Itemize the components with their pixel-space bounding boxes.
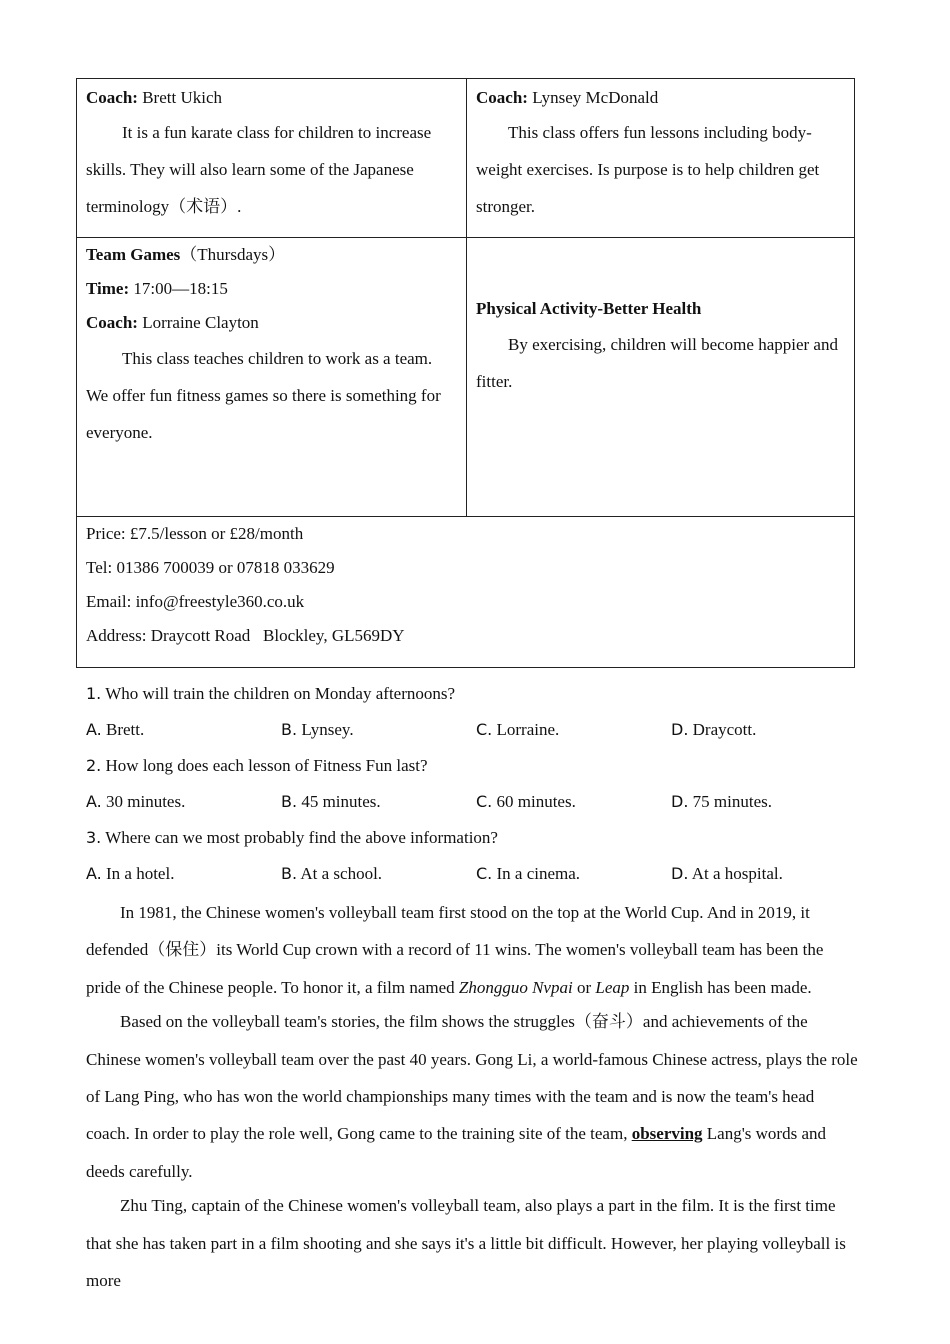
coach-label: Coach:	[86, 313, 138, 332]
underlined-keyword: observing	[631, 1124, 703, 1144]
email-line: Email: info@freestyle360.co.uk	[86, 592, 305, 611]
coach-name: Lynsey McDonald	[527, 88, 659, 107]
contact-cell	[77, 517, 855, 668]
time-value: 17:00—18:15	[129, 279, 228, 298]
option-c: C. 60 minutes.	[476, 792, 576, 811]
question-number: 2.	[86, 756, 102, 775]
option-c: C. In a cinema.	[476, 864, 581, 883]
question-number: 3.	[86, 828, 102, 847]
option-a: A. Brett.	[86, 720, 145, 739]
question-1	[86, 676, 866, 712]
time-label: Time:	[86, 279, 130, 298]
option-b: B. Lynsey.	[281, 720, 354, 739]
fitness-cell	[467, 79, 855, 238]
coach-label: Coach:	[86, 88, 138, 107]
passage-paragraph-1: In 1981, the Chinese women's volleyball team first stood on the top at the World Cup. And in 2019, it defended（保住）its World Cup crown with a record of 11 wins. The women's volleyball team has been the pride of the Chinese people. To honor it, a film named Zhongguo Nvpai or Leap in English has been made.	[86, 903, 824, 997]
team-games-title: Team Games	[86, 245, 181, 264]
karate-description: It is a fun karate class for children to increase skills. They will also learn some of the Japanese terminology（术语）.	[86, 123, 432, 216]
health-cell	[467, 238, 855, 517]
coach-name: Lorraine Clayton	[137, 313, 259, 332]
option-c: C. Lorraine.	[476, 720, 560, 739]
option-a: A. In a hotel.	[86, 864, 175, 883]
film-title-english: Leap	[595, 977, 630, 997]
question-text: How long does each lesson of Fitness Fun last?	[101, 756, 428, 775]
option-d: D. At a hospital.	[671, 864, 783, 883]
option-d: D. 75 minutes.	[671, 792, 772, 811]
team-games-day: （Thursdays）	[180, 245, 286, 264]
option-d: D. Draycott.	[671, 720, 757, 739]
question-2-options	[86, 784, 866, 820]
fitness-description: This class offers fun lessons including body-weight exercises. Is purpose is to help children get stronger.	[476, 123, 820, 216]
karate-cell	[77, 79, 467, 238]
health-title: Physical Activity-Better Health	[476, 299, 702, 318]
passage-paragraph-3: Zhu Ting, captain of the Chinese women's volleyball team, also plays a part in the film. It is the first time that she has taken part in a film shooting and she says it's a little bit difficult. However, her playing volleyball is more	[86, 1196, 846, 1291]
option-b: B. 45 minutes.	[281, 792, 381, 811]
price-line: Price: £7.5/lesson or £28/month	[86, 524, 304, 543]
address-line: Address: Draycott Road Blockley, GL569DY	[86, 626, 405, 645]
option-b: B. At a school.	[281, 864, 383, 883]
question-text: Who will train the children on Monday afternoons?	[101, 684, 456, 703]
class-info-table	[76, 78, 855, 668]
team-games-description: This class teaches children to work as a team. We offer fun fitness games so there is something for everyone.	[86, 349, 441, 442]
question-text: Where can we most probably find the above information?	[101, 828, 498, 847]
reading-passage	[86, 894, 858, 1299]
coach-label: Coach:	[476, 88, 528, 107]
team-games-cell	[77, 238, 467, 517]
tel-line: Tel: 01386 700039 or 07818 033629	[86, 558, 335, 577]
question-1-options	[86, 712, 866, 748]
question-number: 1.	[86, 684, 102, 703]
question-2	[86, 748, 866, 784]
question-3-options	[86, 856, 866, 892]
health-description: By exercising, children will become happier and fitter.	[476, 335, 838, 391]
question-3	[86, 820, 866, 856]
film-title-chinese: Zhongguo Nvpai	[458, 977, 573, 997]
questions-section	[86, 676, 866, 892]
coach-name: Brett Ukich	[137, 88, 222, 107]
option-a: A. 30 minutes.	[86, 792, 186, 811]
passage-paragraph-2: Based on the volleyball team's stories, the film shows the struggles（奋斗）and achievements of the Chinese women's volleyball team over the past 40 years. Gong Li, a world-famous Chinese actress, plays the role of Lang Ping, who has won the world championships many times with the team and is now the team's head coach. In order to play the role well, Gong came to the training site of the team, observing Lang's words and deeds carefully.	[86, 1012, 858, 1181]
